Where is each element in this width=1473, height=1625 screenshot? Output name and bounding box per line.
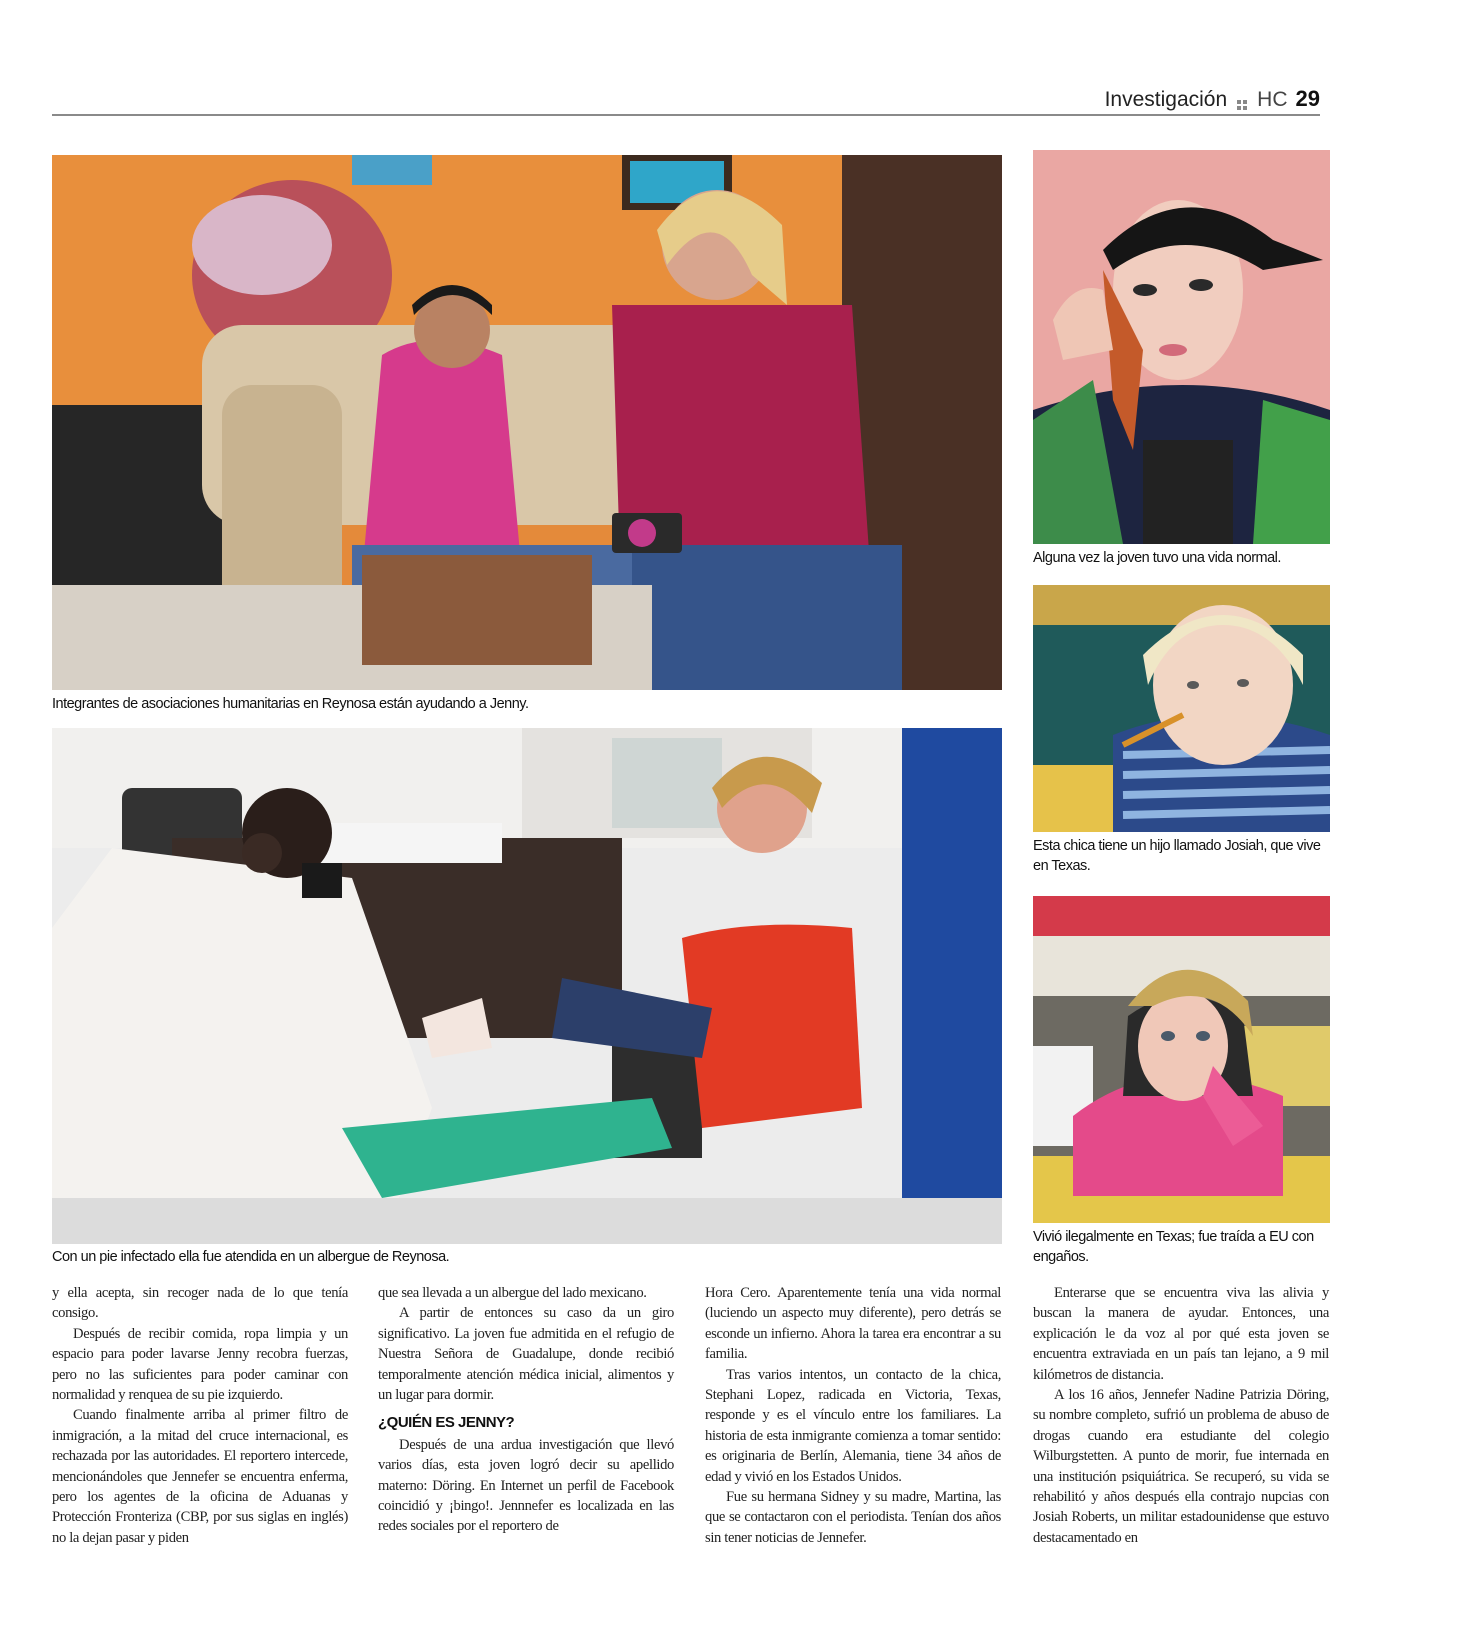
- page-header: [52, 84, 1320, 116]
- photo-jenny-cap: [1033, 150, 1330, 544]
- brand-logo: HC: [1257, 88, 1288, 111]
- photo-jenny-pink-hoodie: [1033, 896, 1330, 1223]
- header-right: [1105, 86, 1320, 112]
- paragraph: Hora Cero. Aparentemente tenía una vida normal (luciendo un aspecto muy diferente), pero detrás se esconde un infierno. Ahora la tarea era encontrar a su familia.: [705, 1285, 1001, 1363]
- paragraph: que sea llevada a un albergue del lado mexicano.: [378, 1285, 647, 1301]
- paragraph: Después de recibir comida, ropa limpia y un espacio para poder lavarse Jenny recobra fuerzas, pero no las suficientes para poder caminar con normalidad y renquea de su pie izquierdo.: [52, 1325, 348, 1404]
- caption-side-3: Vivió ilegalmente en Texas; fue traída a EU con engaños.: [1033, 1229, 1314, 1265]
- article-column-2: [378, 1283, 674, 1537]
- article-column-1: [52, 1283, 348, 1548]
- subheading: ¿QUIÉN ES JENNY?: [378, 1414, 515, 1432]
- paragraph: A partir de entonces su caso da un giro significativo. La joven fue admitida en el refugio de Nuestra Señora de Guadalupe, donde recibió temporalmente atención médica inicial, alimentos y un lugar para dormir.: [378, 1305, 674, 1404]
- article-column-3: [705, 1283, 1001, 1548]
- paragraph: Tras varios intentos, un contacto de la chica, Stephani Lopez, radicada en Victoria, Texas, responde y es el vínculo entre los familiares. La historia de esta inmigrante comienza a tomar sentido: es originaria de Berlín, Alemania, tiene 34 años de edad y vivió en los Estados Unidos.: [705, 1366, 1001, 1485]
- photo-medical-attention: [52, 728, 1002, 1244]
- photo-humanitarian-volunteers: [52, 155, 1002, 690]
- paragraph: Enterarse que se encuentra viva las alivia y buscan la manera de ayudar. Entonces, una explicación le da voz al por qué esta joven se encuentra extraviada en un país tan lejano, a 9 mil kilómetros de distancia.: [1033, 1285, 1329, 1383]
- photo-son-josiah: [1033, 585, 1330, 832]
- page-number: 29: [1295, 86, 1320, 111]
- caption-main-top: Integrantes de asociaciones humanitarias en Reynosa están ayudando a Jenny.: [52, 696, 529, 712]
- paragraph: Cuando finalmente arriba al primer filtro de inmigración, a la mitad del cruce internacional, es rechazada por las autoridades. El reportero intercede, mencionándoles que Jennefer se encuentra enferma, pero los agentes de la oficina de Aduanas y Protección Fronteriza (CBP, por sus siglas en inglés) no la dejan pasar y piden: [52, 1407, 348, 1546]
- paragraph: Después de una ardua investigación que llevó varios días, esta joven logró decir su apellido materno: Döring. En Internet un perfil de Facebook coincidió y ¡bingo!. Jennnefer es localizada en las redes sociales por el reportero de: [378, 1436, 674, 1535]
- article-column-4: [1033, 1283, 1329, 1548]
- section-name: Investigación: [1104, 88, 1228, 111]
- separator-dots-icon: [1237, 100, 1247, 110]
- caption-main-bottom: Con un pie infectado ella fue atendida en un albergue de Reynosa.: [52, 1249, 450, 1265]
- paragraph: Fue su hermana Sidney y su madre, Martina, las que se contactaron con el periodista. Tenían dos años sin tener noticias de Jennefer.: [705, 1489, 1001, 1546]
- paragraph: y ella acepta, sin recoger nada de lo que tenía consigo.: [52, 1285, 348, 1322]
- caption-side-2: Esta chica tiene un hijo llamado Josiah, que vive en Texas.: [1033, 838, 1321, 874]
- paragraph: A los 16 años, Jennefer Nadine Patrizia Döring, su nombre completo, sufrió un problema de abuso de drogas cuando era estudiante del colegio Wilburgstetten. A punto de morir, fue internada en una institución psiquiátrica. Se recuperó, su vida se rehabilitó y años después ella contrajo nupcias con Josiah Roberts, un militar estadounidense que estuvo destacamentado en: [1033, 1387, 1329, 1546]
- caption-side-1: Alguna vez la joven tuvo una vida normal.: [1033, 550, 1281, 566]
